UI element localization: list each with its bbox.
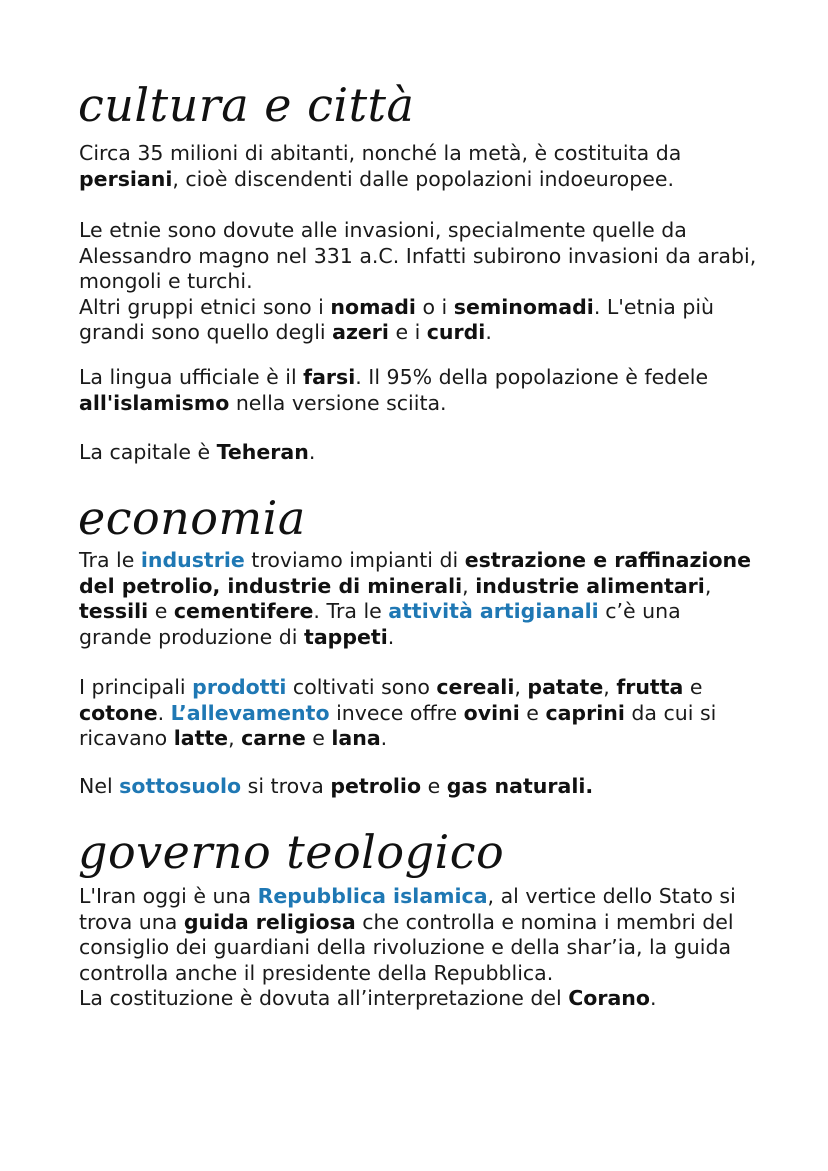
keyword: all'islamismo	[79, 390, 230, 415]
section-title-economia: economia	[78, 491, 306, 545]
paragraph-governo: L'Iran oggi è una Repubblica islamica, al vertice dello Stato si trova una guida religiosa che controlla e nomina i membri del consiglio dei guardiani della rivoluzione e della shar’ia, la guida controlla anche il presidente della Repubblica. La costituzione è dovuta all’interpretazione del Corano.	[79, 884, 736, 1010]
keyword: nomadi	[330, 294, 416, 319]
paragraph-cultura-lingua: La lingua ufficiale è il farsi. Il 95% della popolazione è fedele all'islamismo nella versione sciita.	[79, 365, 709, 415]
paragraph-cultura-capitale: La capitale è Teheran.	[79, 440, 316, 464]
keyword: latte	[173, 726, 229, 750]
highlight-term: L’allevamento	[170, 700, 330, 725]
keyword: patate	[527, 675, 604, 699]
keyword: tappeti	[304, 624, 388, 649]
highlight-term: attività artigianali	[388, 599, 599, 623]
keyword: guida religiosa	[183, 909, 356, 934]
highlight-term: sottosuolo	[119, 774, 242, 798]
keyword: frutta	[616, 675, 684, 699]
paragraph-economia-sottosuolo: Nel sottosuolo si trova petrolio e gas naturali.	[79, 774, 594, 798]
keyword: petrolio	[330, 774, 422, 798]
highlight-term: prodotti	[192, 675, 287, 699]
highlight-term: industrie	[140, 548, 245, 572]
keyword: lana	[331, 726, 381, 750]
keyword: farsi	[303, 365, 356, 389]
keyword: Teheran	[216, 440, 309, 464]
paragraph-economia-prodotti: I principali prodotti coltivati sono cereali, patate, frutta e cotone. L’allevamento invece offre ovini e caprini da cui si ricavano latte, carne e lana.	[79, 675, 717, 750]
keyword: cementifere	[173, 599, 314, 623]
keyword: gas naturali.	[446, 774, 594, 798]
keyword: seminomadi	[453, 294, 594, 319]
keyword: tessili	[79, 599, 149, 623]
keyword: ovini	[463, 700, 520, 725]
keyword: industrie alimentari	[475, 573, 705, 598]
section-title-governo: governo teologico	[78, 825, 505, 879]
keyword: carne	[241, 726, 306, 750]
keyword: persiani	[79, 166, 173, 191]
keyword: estrazione e raffinazione del petrolio, industrie di minerali	[79, 548, 752, 598]
keyword: cereali	[436, 675, 515, 699]
paragraph-economia-industrie: Tra le industrie troviamo impianti di estrazione e raffinazione del petrolio, industrie di minerali, industrie alimentari, tessili e cementifere. Tra le attività artigianali c’è una grande produzione di tappeti.	[79, 548, 752, 649]
paragraph-cultura-etnie: Le etnie sono dovute alle invasioni, specialmente quelle da Alessandro magno nel 331 a.C. Infatti subirono invasioni da arabi, mongoli e turchi. Altri gruppi etnici sono i nomadi o i seminomadi. L'etnia più grandi sono quello degli azeri e i curdi.	[79, 218, 757, 344]
keyword: azeri	[332, 320, 389, 344]
highlight-term: Repubblica islamica	[257, 884, 488, 908]
keyword: cotone	[79, 700, 158, 725]
keyword: Corano	[568, 986, 650, 1010]
paragraph-cultura-abitanti: Circa 35 milioni di abitanti, nonché la metà, è costituita da persiani, cioè discendenti dalle popolazioni indoeuropee.	[79, 141, 682, 191]
section-title-cultura: cultura e città	[78, 78, 415, 132]
keyword: caprini	[545, 700, 625, 725]
keyword: curdi	[426, 320, 486, 344]
